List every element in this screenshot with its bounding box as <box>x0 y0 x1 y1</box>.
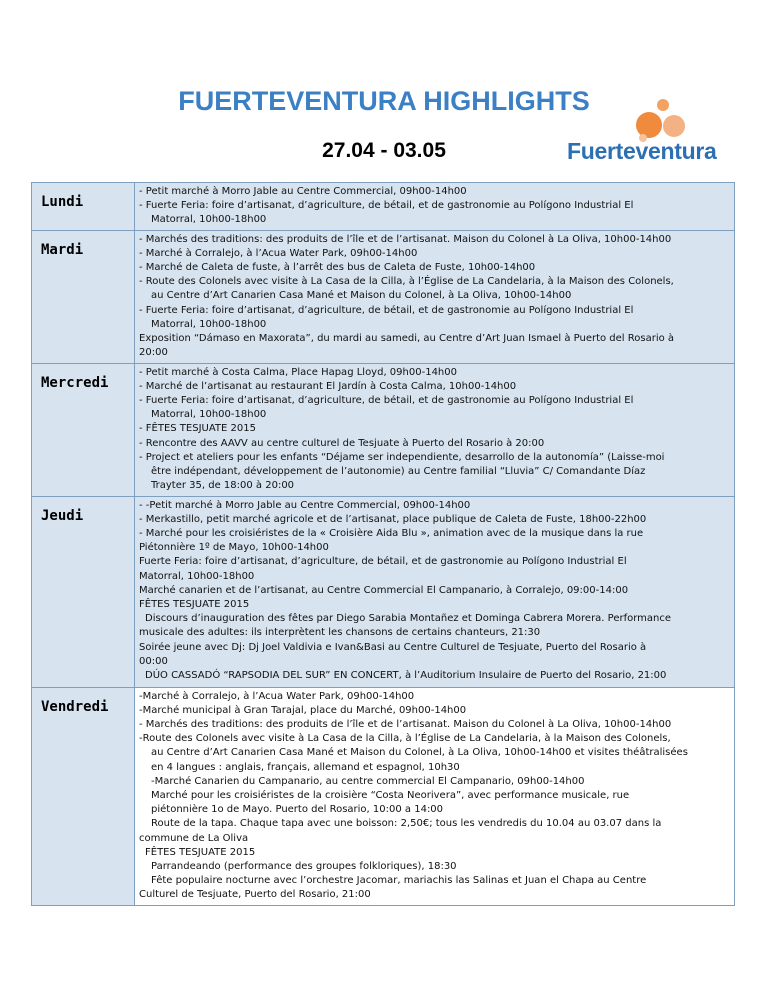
event-line: - Route des Colonels avec visite à La Casa de la Cilla, à l’Église de La Candelaria, à la Maison des Colonels, <box>139 276 674 288</box>
event-line: Fête populaire nocturne avec l’orchestre Jacomar, mariachis las Salinas et Juan el Chapa au Centre <box>151 875 647 887</box>
event-line: - FÊTES TESJUATE 2015 <box>139 423 256 435</box>
event-line: Marché canarien et de l’artisanat, au Centre Commercial El Campanario, à Corralejo, 09:00-14:00 <box>139 584 629 596</box>
event-line: Trayter 35, de 18:00 à 20:00 <box>151 480 295 492</box>
event-line: au Centre d’Art Canarien Casa Mané et Maison du Colonel, à La Oliva, 10h00-14h00 et visites théâtralisées <box>151 747 688 759</box>
date-range: 27.04 - 03.05 <box>322 139 446 162</box>
event-line: - Merkastillo, petit marché agricole et de l’artisanat, place publique de Caleta de Fuste, 18h00-22h00 <box>139 513 647 525</box>
page-title: FUERTEVENTURA HIGHLIGHTS <box>178 86 590 116</box>
event-line: Fuerte Feria: foire d’artisanat, d’agriculture, de bétail, et de gastronomie au Polígono Industrial El <box>139 556 627 568</box>
event-line: - Marchés des traditions: des produits de l’île et de l’artisanat. Maison du Colonel à La Oliva, 10h00-14h00 <box>139 233 672 245</box>
event-line: - -Petit marché à Morro Jable au Centre Commercial, 09h00-14h00 <box>139 499 471 511</box>
logo-dots-icon <box>567 98 732 142</box>
day-label: Mercredi <box>32 363 135 496</box>
event-line: Matorral, 10h00-18h00 <box>151 409 267 421</box>
day-content <box>135 230 735 363</box>
event-line: - Marché de Caleta de fuste, à l’arrêt des bus de Caleta de Fuste, 10h00-14h00 <box>139 262 536 274</box>
day-content <box>135 496 735 687</box>
table-row <box>32 687 735 905</box>
schedule-table <box>31 182 735 906</box>
event-line: - Project et ateliers pour les enfants “Déjame ser independiente, desarrollo de la autonomía” (Laisse-moi <box>139 451 665 463</box>
day-label: Vendredi <box>32 687 135 905</box>
event-line: -Marché Canarien du Campanario, au centre commercial El Campanario, 09h00-14h00 <box>151 775 585 787</box>
logo-text: Fuerteventura <box>567 138 717 164</box>
event-line: - Marché de l’artisanat au restaurant El Jardín à Costa Calma, 10h00-14h00 <box>139 380 517 392</box>
table-row <box>32 363 735 496</box>
event-line: Marché pour les croisiéristes de la croisière “Costa Neorivera”, avec performance musicale, rue <box>151 790 630 802</box>
event-line: - Rencontre des AAVV au centre culturel de Tesjuate à Puerto del Rosario à 20:00 <box>139 437 545 449</box>
event-line: - Fuerte Feria: foire d’artisanat, d’agriculture, de bétail, et de gastronomie au Polígono Industrial El <box>139 200 634 212</box>
event-line: Discours d’inauguration des fêtes par Diego Sarabia Montañez et Dominga Cabrera Morera. Performance <box>145 613 672 625</box>
event-line: Exposition “Dámaso en Maxorata”, du mardi au samedi, au Centre d’Art Juan Ismael à Puerto del Rosario à <box>139 333 675 345</box>
event-line: Soirée jeune avec Dj: Dj Joel Valdivia e Ivan&Basi au Centre Culturel de Tesjuate, Puerto del Rosario à <box>139 641 647 653</box>
event-line: -Route des Colonels avec visite à La Casa de la Cilla, à l’Église de La Candelaria, à la Maison des Colonels, <box>139 733 671 745</box>
event-line: DÚO CASSADÓ “RAPSODIA DEL SUR” EN CONCERT, à l’Auditorium Insulaire de Puerto del Rosario, 21:00 <box>145 670 667 682</box>
event-line: Matorral, 10h00-18h00 <box>139 570 255 582</box>
day-label: Lundi <box>32 183 135 231</box>
day-content <box>135 183 735 231</box>
event-line: - Marché à Corralejo, à l’Acua Water Park, 09h00-14h00 <box>139 247 418 259</box>
event-line: 20:00 <box>139 347 168 359</box>
event-line: être indépendant, développement de l’autonomie) au Centre familial “Lluvia” C/ Comandante Díaz <box>151 466 646 478</box>
event-line: -Marché à Corralejo, à l’Acua Water Park, 09h00-14h00 <box>139 690 415 702</box>
event-line: Route de la tapa. Chaque tapa avec une boisson: 2,50€; tous les vendredis du 10.04 au 03.07 dans la <box>151 818 662 830</box>
event-line: Culturel de Tesjuate, Puerto del Rosario, 21:00 <box>139 889 371 901</box>
table-row <box>32 230 735 363</box>
event-line: FÊTES TESJUATE 2015 <box>139 599 250 611</box>
event-line: piétonnière 1o de Mayo. Puerto del Rosario, 10:00 a 14:00 <box>151 804 444 816</box>
day-label: Jeudi <box>32 496 135 687</box>
day-label: Mardi <box>32 230 135 363</box>
event-line: - Fuerte Feria: foire d’artisanat, d’agriculture, de bétail, et de gastronomie au Polígono Industrial El <box>139 395 634 407</box>
event-line: Parrandeando (performance des groupes folkloriques), 18:30 <box>151 861 457 873</box>
event-line: - Petit marché à Costa Calma, Place Hapag Lloyd, 09h00-14h00 <box>139 366 457 378</box>
event-line: -Marché municipal à Gran Tarajal, place du Marché, 09h00-14h00 <box>139 704 467 716</box>
fuerteventura-logo <box>567 98 732 168</box>
table-row <box>32 496 735 687</box>
event-line: Piétonnière 1º de Mayo, 10h00-14h00 <box>139 542 329 554</box>
event-line: - Fuerte Feria: foire d’artisanat, d’agriculture, de bétail, et de gastronomie au Polígono Industrial El <box>139 304 634 316</box>
event-line: en 4 langues : anglais, français, allemand et espagnol, 10h30 <box>151 761 460 773</box>
event-line: - Marché pour les croisiéristes de la « Croisière Aida Blu », animation avec de la musique dans la rue <box>139 528 644 540</box>
event-line: commune de La Oliva <box>139 832 249 844</box>
day-content <box>135 363 735 496</box>
event-line: - Marchés des traditions: des produits de l’île et de l’artisanat. Maison du Colonel à La Oliva, 10h00-14h00 <box>139 719 672 731</box>
event-line: Matorral, 10h00-18h00 <box>151 214 267 226</box>
event-line: - Petit marché à Morro Jable au Centre Commercial, 09h00-14h00 <box>139 186 467 197</box>
event-line: FÊTES TESJUATE 2015 <box>145 846 256 858</box>
table-row <box>32 183 735 231</box>
day-content <box>135 687 735 905</box>
event-line: Matorral, 10h00-18h00 <box>151 318 267 330</box>
event-line: 00:00 <box>139 655 168 667</box>
event-line: musicale des adultes: ils interprètent les chansons de certains chanteurs, 21:30 <box>139 627 541 639</box>
event-line: au Centre d’Art Canarien Casa Mané et Maison du Colonel, à La Oliva, 10h00-14h00 <box>151 290 572 302</box>
